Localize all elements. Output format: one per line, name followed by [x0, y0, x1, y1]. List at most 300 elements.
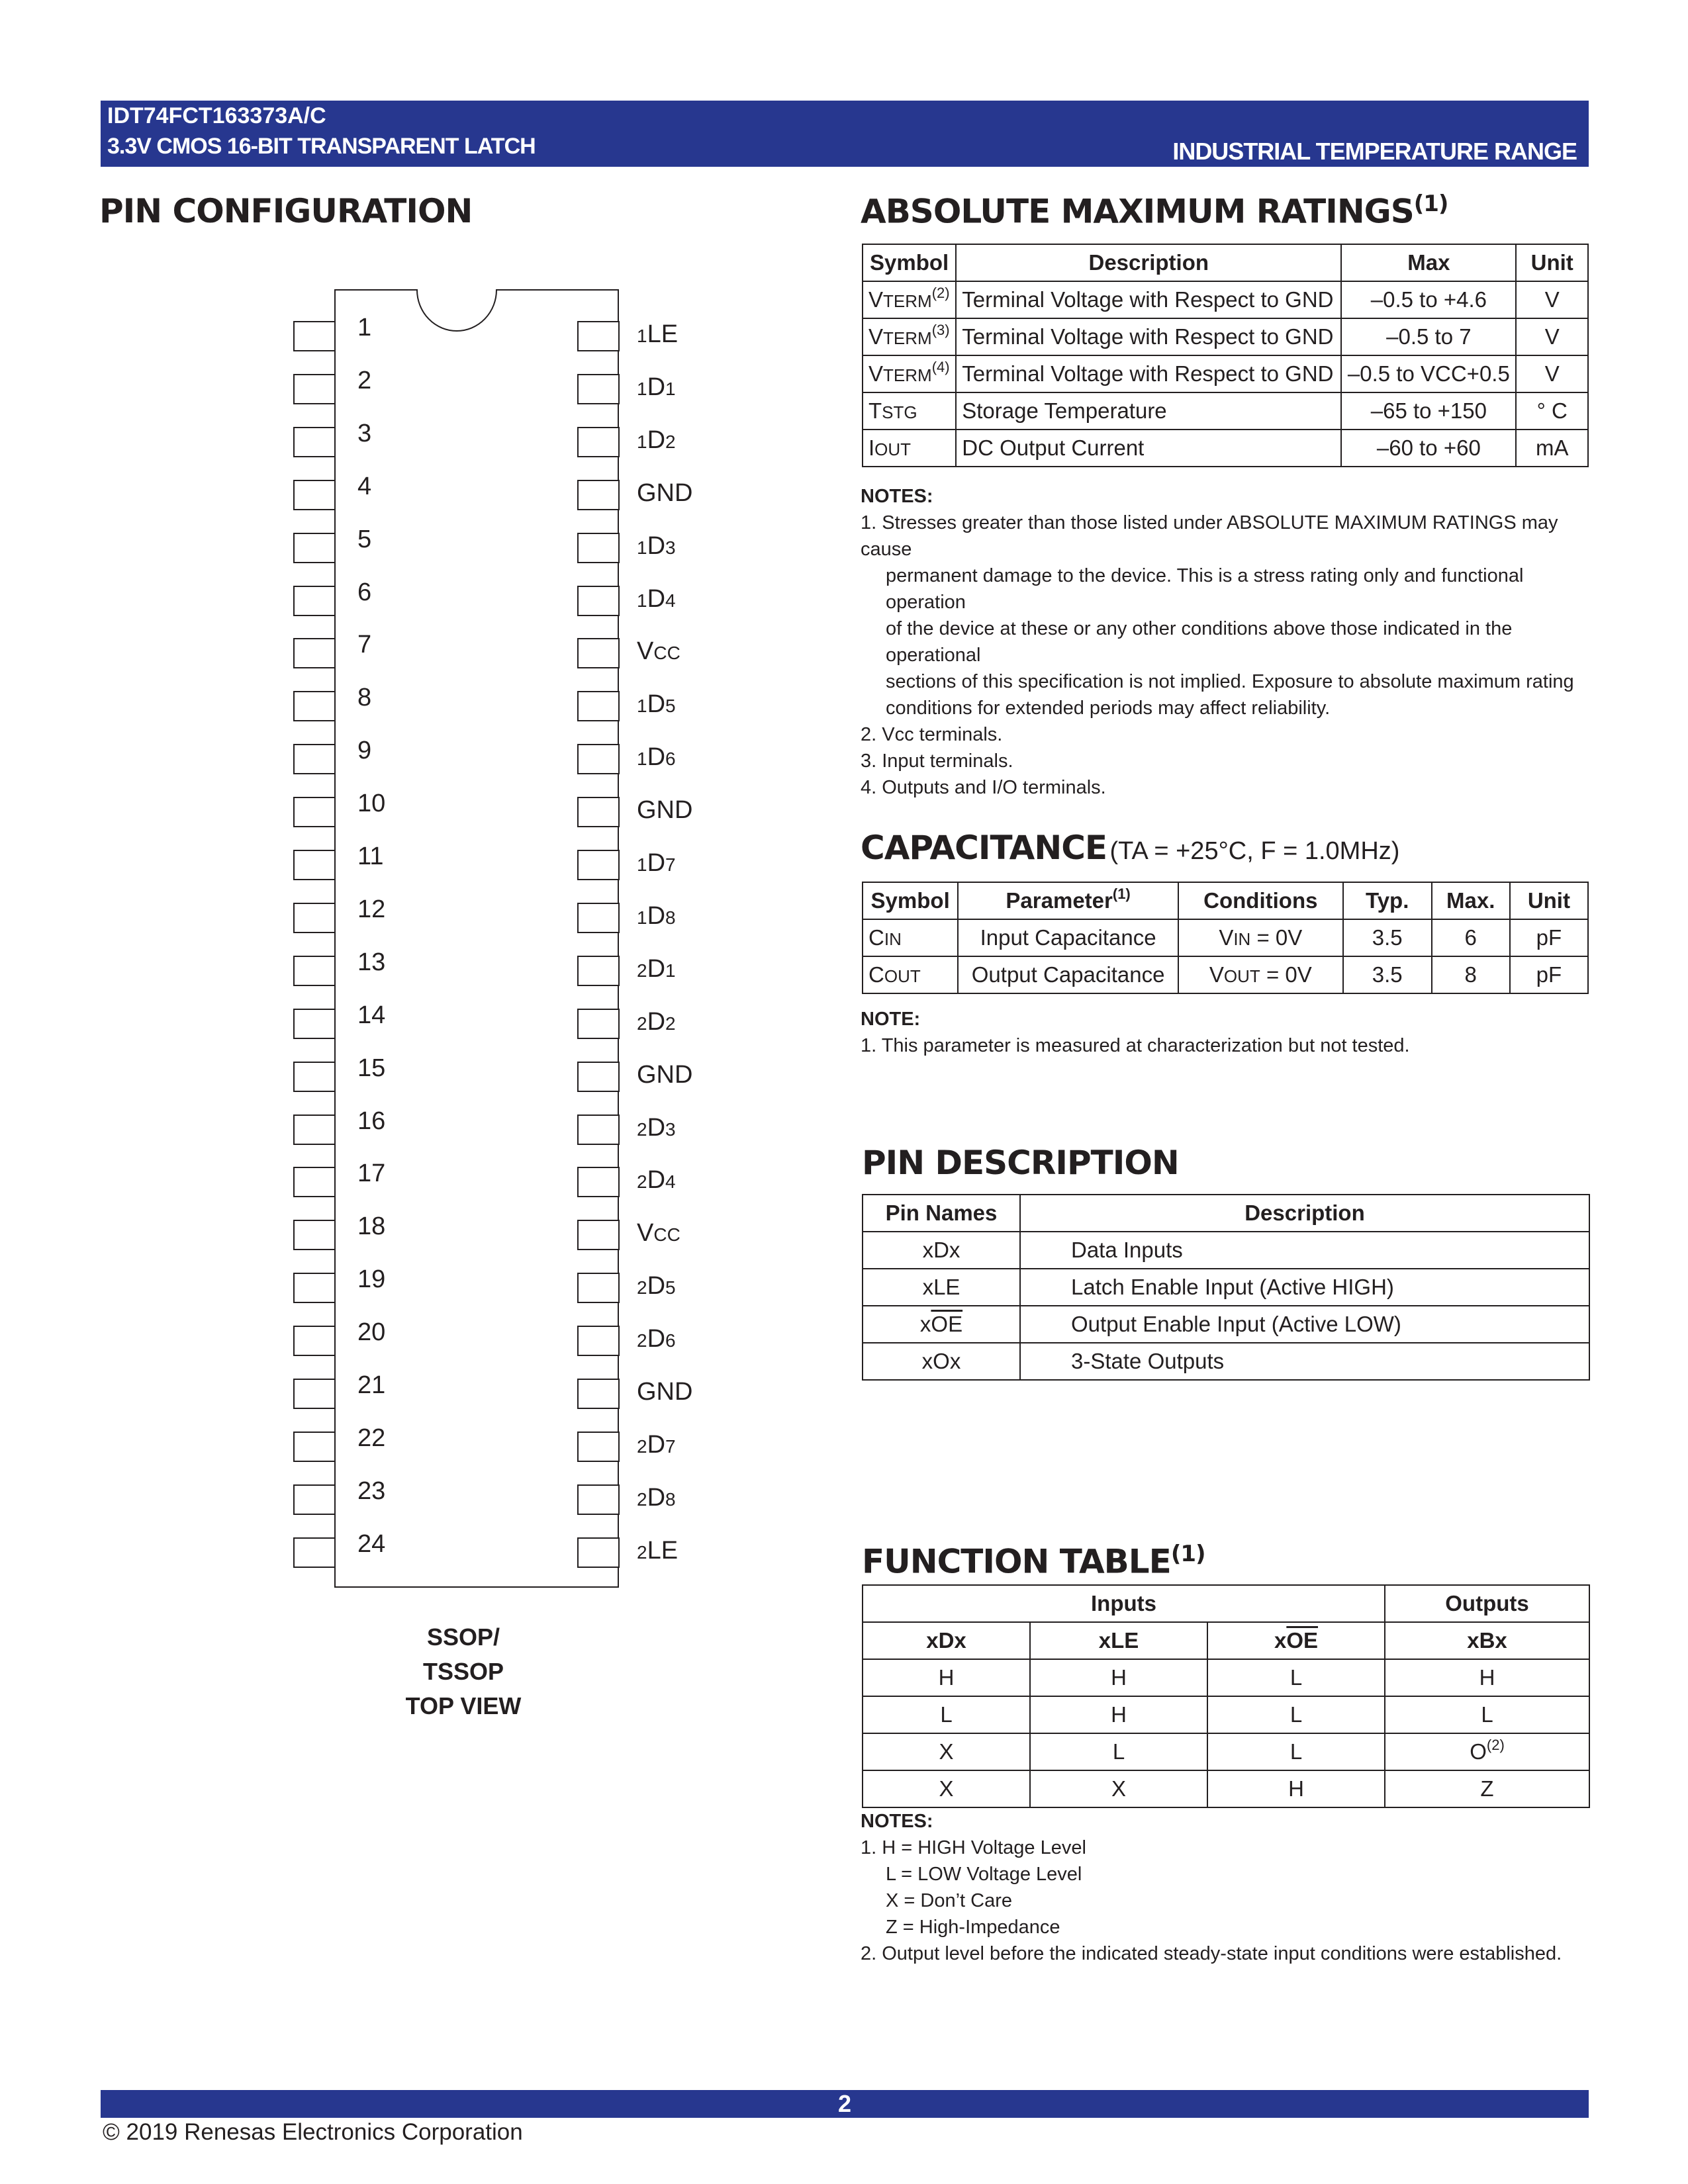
- cell-description: Terminal Voltage with Respect to GND: [956, 281, 1341, 318]
- pin-name: V: [637, 1219, 654, 1248]
- pin-group-prefix: 1: [637, 378, 647, 399]
- table-row: [863, 1733, 1589, 1770]
- capacitance-conditions: (TA = +25°C, F = 1.0MHz): [1109, 837, 1400, 865]
- pin-number-left: 7: [357, 631, 372, 659]
- abs-max-notes: [861, 483, 1589, 801]
- doc-subtitle: 3.3V CMOS 16-BIT TRANSPARENT LATCH: [107, 134, 536, 159]
- pin-number-left: 24: [357, 1529, 386, 1558]
- pin-name: D: [647, 1325, 666, 1353]
- pin-number-left: 20: [357, 1318, 386, 1347]
- pin-number-left: 10: [357, 790, 386, 818]
- pin-label-right: [637, 585, 676, 614]
- pin-index-suffix: 8: [665, 907, 676, 928]
- pin-label-right: [637, 1061, 692, 1089]
- col-unit: Unit: [1510, 882, 1588, 919]
- table-row: [863, 1269, 1589, 1306]
- pin-group-prefix: 1: [637, 326, 647, 346]
- abs-max-title: [861, 191, 1448, 231]
- pin-group-prefix: 2: [637, 1277, 647, 1298]
- pin-name: D: [647, 1483, 666, 1512]
- symbol-note: (4): [931, 359, 950, 375]
- abs-max-note-4: 4. Outputs and I/O terminals.: [861, 777, 1106, 798]
- cell-symbol: [863, 281, 956, 318]
- function-note-2: 2. Output level before the indicated steady-state input conditions were established.: [861, 1943, 1562, 1964]
- symbol-letter: T: [868, 398, 882, 423]
- pin-number-left: 23: [357, 1477, 386, 1505]
- header-band: [101, 101, 1589, 167]
- cond-value: = 0V: [1260, 962, 1312, 987]
- cell-value: [863, 1696, 1030, 1733]
- pin-number-left: 13: [357, 948, 386, 976]
- pin-lead-left: [293, 321, 336, 351]
- pin-label-right: [637, 1166, 676, 1195]
- cell-description: Latch Enable Input (Active HIGH): [1020, 1269, 1589, 1306]
- pin-lead-right: [577, 586, 620, 616]
- cell-description: Data Inputs: [1020, 1232, 1589, 1269]
- cell-text: X: [1111, 1776, 1126, 1801]
- cell-typ: 3.5: [1343, 956, 1432, 993]
- pin-lead-right: [577, 1537, 620, 1568]
- pin-name: LE: [647, 1536, 679, 1565]
- cell-max: –60 to +60: [1341, 430, 1516, 467]
- pin-number-left: 15: [357, 1054, 386, 1082]
- cell-symbol: [863, 318, 956, 355]
- pin-label-right: [637, 690, 676, 719]
- abs-max-note-1-cont: sections of this specification is not implied. Exposure to absolute maximum rating: [886, 671, 1574, 692]
- abs-max-note-3: 3. Input terminals.: [861, 751, 1013, 772]
- col-unit: Unit: [1516, 244, 1588, 281]
- pin-lead-right: [577, 1432, 620, 1462]
- abs-max-note-1-cont: conditions for extended periods may affect reliability.: [886, 698, 1331, 719]
- pin-lead-left: [293, 1537, 336, 1568]
- cell-symbol: [863, 430, 956, 467]
- col-pin-names: Pin Names: [863, 1195, 1020, 1232]
- cond-value: = 0V: [1250, 925, 1303, 950]
- o-note: (2): [1486, 1737, 1505, 1753]
- pin-name: D: [647, 1166, 666, 1195]
- cell-text: H: [1288, 1776, 1304, 1801]
- table-row: [863, 1659, 1589, 1696]
- pin-number-left: 5: [357, 525, 372, 553]
- symbol-subscript: STG: [882, 402, 917, 422]
- cell-value: [1385, 1696, 1589, 1733]
- pin-group-prefix: 2: [637, 960, 647, 981]
- pin-label-right: [637, 1114, 676, 1142]
- pin-index-suffix: CC: [653, 1224, 680, 1246]
- pin-name: D: [647, 849, 666, 877]
- pin-index-suffix: 6: [665, 1330, 676, 1351]
- table-row: [863, 355, 1588, 392]
- col-typ: Typ.: [1343, 882, 1432, 919]
- symbol-subscript: TERM: [883, 291, 932, 311]
- cell-text: L: [1481, 1702, 1493, 1727]
- pin-lead-left: [293, 744, 336, 774]
- symbol-subscript: TERM: [883, 328, 932, 348]
- pin-label-right: [637, 1272, 676, 1300]
- cell-conditions: [1178, 956, 1343, 993]
- function-note-1-dontcare: X = Don’t Care: [886, 1890, 1013, 1911]
- pin-label-right: [637, 849, 676, 878]
- pin-label-right: [637, 1219, 680, 1248]
- pin-lead-left: [293, 903, 336, 933]
- pin-lead-right: [577, 1379, 620, 1409]
- pin-group-prefix: 1: [637, 907, 647, 928]
- pin-label-right: [637, 743, 676, 772]
- cell-pin-name: xOx: [863, 1343, 1020, 1380]
- cell-pin-name: xLE: [863, 1269, 1020, 1306]
- table-row: [863, 1770, 1589, 1807]
- table-row: [863, 1306, 1589, 1343]
- footer-band: [101, 2090, 1589, 2118]
- cell-value: [863, 1770, 1030, 1807]
- cell-text: X: [939, 1739, 954, 1764]
- pin-name: D: [647, 426, 666, 454]
- symbol-note: (3): [931, 322, 950, 338]
- pin-lead-right: [577, 956, 620, 986]
- pin-number-left: 6: [357, 578, 372, 606]
- table-row: [863, 956, 1588, 993]
- pin-config-title: PIN CONFIGURATION: [99, 192, 473, 230]
- pin-label-right: [637, 1537, 678, 1565]
- pin-index-suffix: 3: [665, 537, 676, 558]
- pin-name: D: [647, 1430, 666, 1459]
- pin-number-left: 21: [357, 1371, 386, 1399]
- cell-parameter: Input Capacitance: [958, 919, 1178, 956]
- capacitance-notes: [861, 1006, 1589, 1059]
- cell-description: Terminal Voltage with Respect to GND: [956, 355, 1341, 392]
- temperature-range: INDUSTRIAL TEMPERATURE RANGE: [1172, 138, 1577, 165]
- pin-name: D: [647, 373, 666, 401]
- pin-lead-right: [577, 533, 620, 563]
- pin-name: D: [647, 690, 666, 719]
- cell-value: [1030, 1733, 1207, 1770]
- cell-max: 6: [1432, 919, 1510, 956]
- cell-text: L: [1289, 1739, 1303, 1764]
- table-header-row: [863, 244, 1588, 281]
- capacitance-title: [861, 829, 1399, 867]
- package-view: TOP VIEW: [405, 1692, 522, 1719]
- col-max: Max.: [1432, 882, 1510, 919]
- pin-name: D: [647, 1272, 666, 1300]
- pin-desc-table: [862, 1194, 1590, 1381]
- cell-max: 8: [1432, 956, 1510, 993]
- cell-unit: V: [1516, 355, 1588, 392]
- pin-group-prefix: 2: [637, 1435, 647, 1457]
- group-outputs: Outputs: [1385, 1585, 1589, 1622]
- col-xoe: $x\overline{OE}$: [1207, 1622, 1385, 1659]
- cell-text: L: [940, 1702, 953, 1727]
- pin-lead-right: [577, 374, 620, 404]
- pin-lead-left: [293, 1009, 336, 1039]
- function-table: [862, 1584, 1590, 1808]
- pin-label-right: [637, 1431, 676, 1459]
- col-symbol: Symbol: [863, 244, 956, 281]
- col-xle: xLE: [1030, 1622, 1207, 1659]
- capacitance-note-1: 1. This parameter is measured at characterization but not tested.: [861, 1035, 1410, 1056]
- pin-number-left: 14: [357, 1001, 386, 1029]
- cell-text: Z: [1480, 1776, 1494, 1801]
- capacitance-note-title: NOTE:: [861, 1009, 921, 1030]
- cell-symbol: [863, 355, 956, 392]
- cell-max: –0.5 to +4.6: [1341, 281, 1516, 318]
- pin-lead-left: [293, 586, 336, 616]
- pin-number-left: 1: [357, 314, 372, 341]
- pin-lead-left: [293, 1167, 336, 1197]
- pin-number-left: 12: [357, 895, 386, 923]
- cell-value: [863, 1733, 1030, 1770]
- pin-label-right: [637, 426, 676, 455]
- pin-group-prefix: 2: [637, 1330, 647, 1351]
- symbol-letter: V: [868, 361, 884, 386]
- cell-value: [863, 1659, 1030, 1696]
- cell-text: H: [1479, 1665, 1495, 1690]
- pin-group-prefix: 1: [637, 537, 647, 558]
- pin-number-left: 18: [357, 1212, 386, 1241]
- pin-name: D: [647, 584, 666, 613]
- table-header-row: [863, 1622, 1589, 1659]
- cell-text: H: [1111, 1665, 1127, 1690]
- pin-lead-right: [577, 638, 620, 668]
- pin-group-prefix: 1: [637, 431, 647, 452]
- pin-index-suffix: 1: [665, 960, 676, 981]
- pin-number-left: 11: [357, 842, 384, 870]
- pin-number-left: 17: [357, 1160, 386, 1188]
- cell-text: L: [1289, 1665, 1303, 1690]
- cell-value: [1030, 1659, 1207, 1696]
- cell-unit: ° C: [1516, 392, 1588, 430]
- cell-text: L: [1289, 1702, 1303, 1727]
- cell-value: [1207, 1659, 1385, 1696]
- symbol-subscript: IN: [884, 929, 902, 949]
- function-note-1: 1. H = HIGH Voltage Level: [861, 1837, 1086, 1858]
- pin-lead-right: [577, 1115, 620, 1145]
- pin-lead-left: [293, 1062, 336, 1092]
- pin-label-right: [637, 320, 678, 349]
- pin-lead-left: [293, 374, 336, 404]
- col-conditions: Conditions: [1178, 882, 1343, 919]
- pin-label-right: [637, 1378, 692, 1406]
- symbol-subscript: OUT: [884, 966, 921, 986]
- pin-index-suffix: 4: [665, 590, 676, 611]
- col-max: Max: [1341, 244, 1516, 281]
- cell-text: H: [938, 1665, 955, 1690]
- symbol-letter: V: [868, 324, 884, 349]
- table-row: [863, 919, 1588, 956]
- pin-lead-right: [577, 1484, 620, 1515]
- pin-lead-left: [293, 691, 336, 721]
- symbol-letter: I: [868, 435, 875, 460]
- cond-subscript: OUT: [1223, 966, 1260, 986]
- cell-text: O: [1470, 1739, 1487, 1764]
- pin-index-suffix: 4: [665, 1171, 676, 1193]
- pin-group-prefix: 2: [637, 1013, 647, 1034]
- function-notes-title: NOTES:: [861, 1811, 933, 1832]
- cell-max: –65 to +150: [1341, 392, 1516, 430]
- col-description: Description: [956, 244, 1341, 281]
- cell-value: [1385, 1733, 1589, 1770]
- function-table-title-text: FUNCTION TABLE: [862, 1542, 1171, 1581]
- cell-unit: pF: [1510, 919, 1588, 956]
- function-note-1-low: L = LOW Voltage Level: [886, 1864, 1082, 1885]
- pin-lead-right: [577, 691, 620, 721]
- function-table-title: [862, 1541, 1205, 1581]
- table-row: [863, 281, 1588, 318]
- pin-number-left: 8: [357, 684, 372, 712]
- pin-lead-left: [293, 638, 336, 668]
- pin-lead-right: [577, 1220, 620, 1250]
- cell-value: [1030, 1696, 1207, 1733]
- abs-max-note-2: 2. Vcc terminals.: [861, 724, 1003, 745]
- pin-index-suffix: 8: [665, 1488, 676, 1510]
- pin-lead-left: [293, 1326, 336, 1356]
- pin-name: D: [647, 901, 666, 930]
- cell-description: Terminal Voltage with Respect to GND: [956, 318, 1341, 355]
- pin-index-suffix: 3: [665, 1118, 676, 1140]
- cell-description: DC Output Current: [956, 430, 1341, 467]
- pin-index-suffix: 5: [665, 1277, 676, 1298]
- symbol-note: (2): [931, 285, 950, 301]
- abs-max-notes-title: NOTES:: [861, 486, 933, 507]
- cell-value: [1207, 1733, 1385, 1770]
- pin-index-suffix: 2: [665, 1013, 676, 1034]
- pin-label-right: [637, 637, 680, 666]
- pin-lead-right: [577, 797, 620, 827]
- pin-oe-overlined: $\overline{OE}$: [931, 1312, 963, 1336]
- pin-lead-right: [577, 1062, 620, 1092]
- cell-max: –0.5 to 7: [1341, 318, 1516, 355]
- pin-lead-left: [293, 1115, 336, 1145]
- table-row: [863, 318, 1588, 355]
- pin-number-left: 2: [357, 366, 372, 394]
- cell-description: Output Enable Input (Active LOW): [1020, 1306, 1589, 1343]
- pin-lead-left: [293, 1432, 336, 1462]
- pin-name: D: [647, 531, 666, 560]
- pin-lead-right: [577, 1273, 620, 1303]
- pin-lead-right: [577, 480, 620, 510]
- pin-index-suffix: CC: [653, 643, 680, 664]
- pin-group-prefix: 1: [637, 749, 647, 770]
- abs-max-table: [862, 244, 1589, 467]
- cond-letter: V: [1219, 925, 1234, 950]
- abs-max-note-1: 1. Stresses greater than those listed under ABSOLUTE MAXIMUM RATINGS may cause: [861, 512, 1558, 560]
- cell-conditions: [1178, 919, 1343, 956]
- cell-text: H: [1111, 1702, 1127, 1727]
- abs-max-note-1-cont: of the device at these or any other conditions above those indicated in the operational: [886, 618, 1513, 666]
- cell-max: –0.5 to VCC+0.5: [1341, 355, 1516, 392]
- pin-lead-left: [293, 1379, 336, 1409]
- pin-number-left: 16: [357, 1107, 386, 1135]
- pin-lead-right: [577, 321, 620, 351]
- pin-lead-left: [293, 956, 336, 986]
- group-inputs: Inputs: [863, 1585, 1385, 1622]
- col-parameter: [958, 882, 1178, 919]
- symbol-letter: C: [868, 925, 884, 950]
- abs-max-title-note: (1): [1413, 191, 1448, 217]
- pin-prefix: x: [919, 1312, 931, 1336]
- col-xbx: xBx: [1385, 1622, 1589, 1659]
- table-row: [863, 1232, 1589, 1269]
- abs-max-note-1-cont: permanent damage to the device. This is a stress rating only and functional operation: [886, 565, 1524, 613]
- pin-lead-right: [577, 1009, 620, 1039]
- function-table-title-note: (1): [1170, 1541, 1205, 1567]
- cell-value: [1385, 1770, 1589, 1807]
- pin-name: D: [647, 1113, 666, 1142]
- pin-name: GND: [637, 1378, 693, 1406]
- pin-name: D: [647, 743, 666, 772]
- pin-index-suffix: 7: [665, 1435, 676, 1457]
- cell-value: [1207, 1696, 1385, 1733]
- pin-lead-right: [577, 1326, 620, 1356]
- pin-number-left: 9: [357, 737, 372, 765]
- pin-group-prefix: 2: [637, 1541, 647, 1563]
- pin-number-left: 3: [357, 419, 372, 447]
- cond-subscript: IN: [1233, 929, 1251, 949]
- table-row: [863, 430, 1588, 467]
- pin-index-suffix: 5: [665, 696, 676, 717]
- col-symbol: Symbol: [863, 882, 958, 919]
- table-row: [863, 1343, 1589, 1380]
- pin-lead-right: [577, 1167, 620, 1197]
- pin-lead-right: [577, 903, 620, 933]
- pin-group-prefix: 1: [637, 590, 647, 611]
- pin-label-right: [637, 902, 676, 931]
- symbol-letter: C: [868, 962, 884, 987]
- pin-name: LE: [647, 320, 679, 348]
- pin-label-right: [637, 373, 676, 402]
- function-table-notes: [861, 1808, 1589, 1967]
- cell-description: 3-State Outputs: [1020, 1343, 1589, 1380]
- cell-value: [1207, 1770, 1385, 1807]
- cell-unit: pF: [1510, 956, 1588, 993]
- page-number: 2: [837, 2090, 852, 2117]
- pin-label-right: [637, 955, 676, 983]
- pin-group-prefix: 2: [637, 1488, 647, 1510]
- pin-name: GND: [637, 1060, 693, 1089]
- part-number: IDT74FCT163373A/C: [107, 103, 326, 128]
- pin-desc-title: PIN DESCRIPTION: [862, 1144, 1179, 1182]
- col-xdx: xDx: [863, 1622, 1030, 1659]
- pin-group-prefix: 1: [637, 854, 647, 875]
- cell-symbol: [863, 956, 958, 993]
- table-header-row: [863, 882, 1588, 919]
- pin-group-prefix: 2: [637, 1118, 647, 1140]
- pin-group-prefix: 1: [637, 696, 647, 717]
- pin-name: GND: [637, 478, 693, 507]
- package-type: SSOP/ TSSOP: [422, 1623, 504, 1685]
- pin-lead-right: [577, 427, 620, 457]
- cell-pin-name: [863, 1306, 1020, 1343]
- cell-unit: V: [1516, 281, 1588, 318]
- pin-lead-left: [293, 1273, 336, 1303]
- table-header-row: [863, 1195, 1589, 1232]
- param-note: (1): [1112, 886, 1131, 902]
- cell-text: X: [939, 1776, 954, 1801]
- pin-name: V: [637, 637, 654, 666]
- pin-name: D: [647, 954, 666, 983]
- pin-lead-left: [293, 427, 336, 457]
- pin-number-left: 22: [357, 1424, 386, 1452]
- pin-lead-left: [293, 533, 336, 563]
- pin-label-right: [637, 1325, 676, 1353]
- pin-index-suffix: 2: [665, 431, 676, 452]
- cell-text: L: [1112, 1739, 1125, 1764]
- cell-unit: mA: [1516, 430, 1588, 467]
- cell-symbol: [863, 392, 956, 430]
- pin-label-right: [637, 479, 692, 508]
- pin-label-right: [637, 1484, 676, 1512]
- pin-group-prefix: 2: [637, 1171, 647, 1193]
- symbol-letter: V: [868, 287, 884, 312]
